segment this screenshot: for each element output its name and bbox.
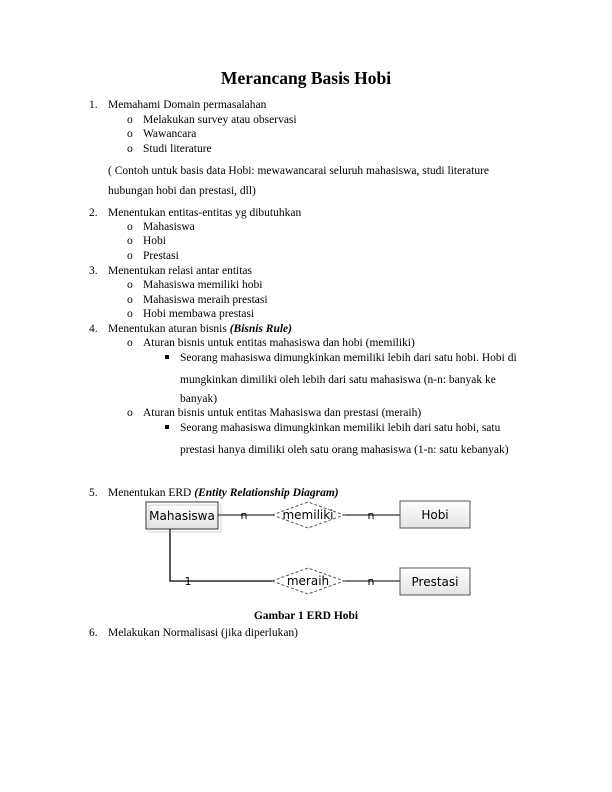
step-text-main: Menentukan aturan bisnis (108, 323, 230, 335)
sub-item: Melakukan survey atau observasi (143, 114, 297, 126)
step-text: Menentukan relasi antar entitas (108, 265, 253, 277)
cardinality-label: n (367, 575, 375, 588)
sub-item: Mahasiswa (143, 221, 195, 233)
entity-label: Mahasiswa (149, 509, 215, 523)
sub-item: Mahasiswa meraih prestasi (143, 294, 268, 306)
entity-label: Prestasi (411, 575, 459, 589)
step-number: 2. (89, 207, 98, 219)
step-text-main: Menentukan ERD (108, 487, 195, 499)
bullet-line: mungkinkan dimiliki oleh lebih dari satu mahasiswa (n-n: banyak ke (180, 374, 496, 386)
bullet-line: prestasi hanya dimiliki oleh satu orang mahasiswa (1-n: satu kebanyak) (180, 444, 509, 456)
step-text-italic: (Bisnis Rule) (229, 323, 292, 335)
cardinality-label: n (240, 509, 248, 522)
step-number: 5. (89, 487, 98, 499)
connector-line (170, 529, 272, 581)
step-text-italic: (Entity Relationship Diagram) (194, 487, 339, 499)
sub-marker: o (127, 308, 133, 320)
sub-marker: o (127, 294, 133, 306)
step-number: 4. (89, 323, 98, 335)
sub-marker: o (127, 143, 133, 155)
sub-item: Aturan bisnis untuk entitas Mahasiswa dan prestasi (meraih) (143, 407, 422, 419)
step-number: 3. (89, 265, 98, 277)
step-text: Memahami Domain permasalahan (108, 99, 267, 111)
sub-marker: o (127, 221, 133, 233)
cardinality-label: 1 (184, 575, 192, 588)
bullet-line: Seorang mahasiswa dimungkinkan memiliki lebih dari satu hobi, satu (180, 422, 501, 434)
bullet-line: Seorang mahasiswa dimungkinkan memiliki lebih dari satu hobi. Hobi di (180, 352, 517, 364)
sub-item: Wawancara (143, 128, 197, 140)
relation-label: memiliki (282, 508, 334, 522)
sub-item: Aturan bisnis untuk entitas mahasiswa dan hobi (memiliki) (143, 337, 415, 349)
step-number: 1. (89, 99, 98, 111)
sub-marker: o (127, 279, 133, 291)
sub-item: Prestasi (143, 250, 179, 262)
sub-marker: o (127, 407, 133, 419)
bullet-line: banyak) (180, 393, 218, 405)
sub-item: Hobi membawa prestasi (143, 308, 255, 320)
sub-marker: o (127, 235, 133, 247)
sub-marker: o (127, 250, 133, 262)
sub-item: Hobi (143, 235, 166, 247)
sub-item: Studi literature (143, 143, 212, 155)
entity-label: Hobi (421, 508, 449, 522)
step-text: Melakukan Normalisasi (jika diperlukan) (108, 627, 299, 639)
step-text: Menentukan entitas-entitas yg dibutuhkan (108, 207, 302, 219)
note-line: ( Contoh untuk basis data Hobi: mewawancarai seluruh mahasiswa, studi literature (108, 165, 489, 177)
relation-label: meraih (286, 574, 330, 588)
page-title: Merancang Basis Hobi (220, 68, 392, 88)
sub-marker: o (127, 337, 133, 349)
sub-item: Mahasiswa memiliki hobi (143, 279, 263, 291)
figure-caption: Gambar 1 ERD Hobi (253, 610, 359, 622)
sub-marker: o (127, 114, 133, 126)
step-number: 6. (89, 627, 98, 639)
note-line: hubungan hobi dan prestasi, dll) (108, 185, 256, 197)
sub-marker: o (127, 128, 133, 140)
cardinality-label: n (367, 509, 375, 522)
